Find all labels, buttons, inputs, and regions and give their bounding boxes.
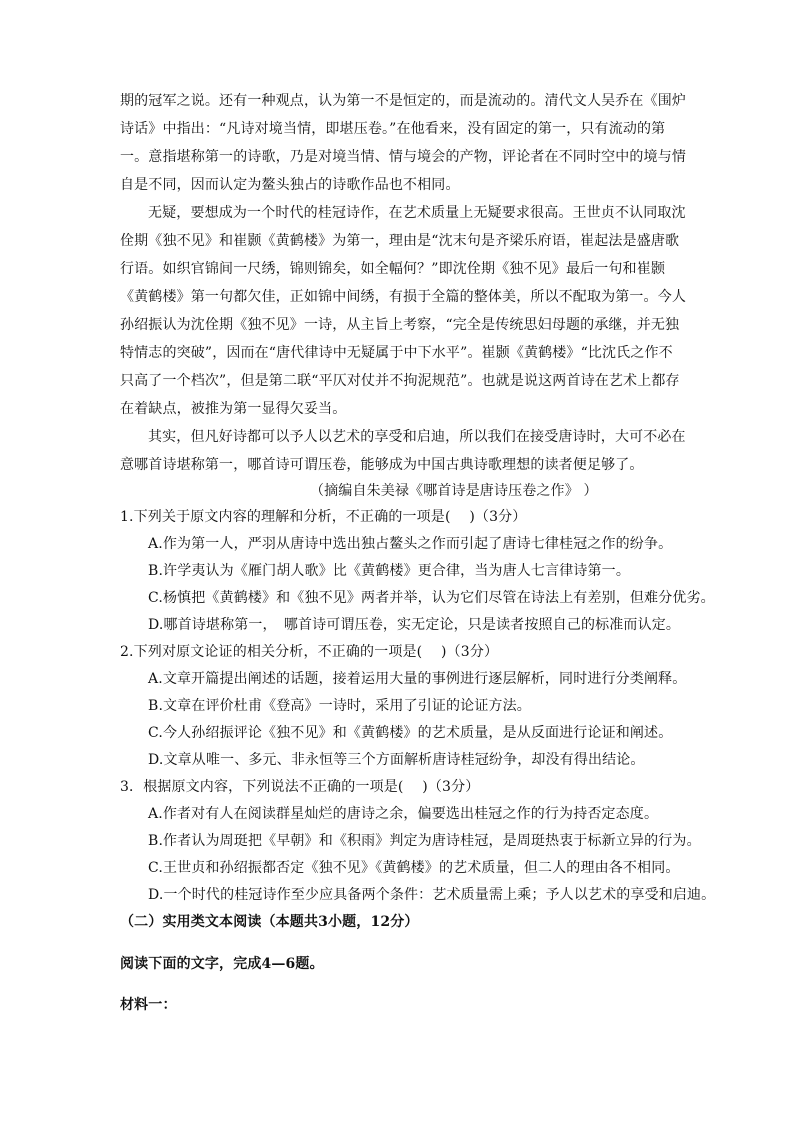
section-heading: （二）实用类文本阅读（本题共3小题，12分） — [120, 914, 419, 930]
text-line: 行语。如织官锦间一尺绣，锦则锦矣，如全幅何？”即沈佺期《独不见》最后一句和崔颢 — [120, 261, 666, 277]
option-c: C.王世贞和孙绍振都否定《独不见》《黄鹤楼》的艺术质量，但二人的理由各不相同。 — [148, 860, 680, 876]
text-line: 在着缺点，被推为第一显得欠妥当。 — [120, 401, 347, 417]
text-line: 特情志的突破”，因而在“唐代律诗中无疑属于中下水平”。崔颢《黄鹤楼》“比沈氏之作不 — [120, 345, 673, 361]
text-line: 《黄鹤楼》第一句都欠佳，正如锦中间绣，有损于全篇的整体美，所以不配取为第一。今人 — [120, 289, 686, 305]
source-citation: （摘编自朱美禄《哪首诗是唐诗压卷之作》 ） — [310, 483, 598, 499]
option-a: A.文章开篇提出阐述的话题，接着运用大量的事例进行逐层解析，同时进行分类阐释。 — [148, 671, 687, 687]
option-b: B.作者认为周珽把《早朝》和《积雨》判定为唐诗桂冠，是周珽热衷于标新立异的行为。 — [148, 833, 701, 849]
option-a: A.作为第一人，严羽从唐诗中选出独占鳌头之作而引起了唐诗七律桂冠之作的纷争。 — [148, 536, 673, 552]
option-b: B.许学夷认为《雁门胡人歌》比《黄鹤楼》更合律，当为唐人七言律诗第一。 — [148, 563, 630, 579]
text-line: 无疑，要想成为一个时代的桂冠诗作，在艺术质量上无疑要求很高。王世贞不认同取沈 — [148, 205, 686, 221]
question-1: 1.下列关于原文内容的理解和分析，不正确的一项是( )（3分） — [120, 509, 527, 525]
text-line: 自是不同，因而认定为鳌头独占的诗歌作品也不相同。 — [120, 177, 460, 193]
material-heading: 材料一： — [120, 997, 177, 1013]
text-line: 诗话》中指出：“凡诗对境当情，即堪压卷。”在他看来，没有固定的第一，只有流动的第 — [120, 121, 666, 137]
text-line: 佺期《独不见》和崔颢《黄鹤楼》为第一，理由是“沈末句是齐梁乐府语，崔起法是盛唐歌 — [120, 233, 680, 249]
option-a: A.作者对有人在阅读群星灿烂的唐诗之余，偏要选出桂冠之作的行为持否定态度。 — [148, 806, 659, 822]
text-line: 只高了一个档次”，但是第二联“平仄对仗并不拘泥规范”。也就是说这两首诗在艺术上都存 — [120, 373, 680, 389]
text-line: 其实，但凡好诗都可以予人以艺术的享受和启迪，所以我们在接受唐诗时，大可不必在 — [148, 429, 686, 445]
question-2: 2.下列对原文论证的相关分析，不正确的一项是( )（3分） — [120, 644, 499, 660]
text-line: 期的冠军之说。还有一种观点，认为第一不是恒定的，而是流动的。清代文人吴乔在《围炉 — [120, 93, 686, 109]
option-d: D.文章从唯一、多元、非永恒等三个方面解析唐诗桂冠纷争，却没有得出结论。 — [148, 752, 645, 768]
text-line: 一。意指堪称第一的诗歌，乃是对境当情、情与境会的产物，评论者在不同时空中的境与情 — [120, 149, 686, 165]
text-line: 意哪首诗堪称第一，哪首诗可谓压卷，能够成为中国古典诗歌理想的读者便足够了。 — [120, 457, 644, 473]
option-b: B.文章在评价杜甫《登高》一诗时，采用了引证的论证方法。 — [148, 698, 531, 714]
option-d: D.一个时代的桂冠诗作至少应具备两个条件：艺术质量需上乘；予人以艺术的享受和启迪。 — [148, 887, 716, 903]
option-c: C.今人孙绍振评论《独不见》和《黄鹤楼》的艺术质量，是从反面进行论证和阐述。 — [148, 725, 673, 741]
option-c: C.杨慎把《黄鹤楼》和《独不见》两者并举，认为它们尽管在诗法上有差别，但难分优劣。 — [148, 590, 715, 606]
question-3: 3．根据原文内容，下列说法不正确的一项是( )（3分） — [120, 779, 480, 795]
option-d: D.哪首诗堪称第一， 哪首诗可谓压卷，实无定论，只是读者按照自己的标准而认定。 — [148, 617, 681, 633]
text-line: 孙绍振认为沈佺期《独不见》一诗，从主旨上考察，“完全是传统思妇母题的承继，并无独 — [120, 317, 680, 333]
reading-instruction: 阅读下面的文字，完成4—6题。 — [120, 956, 324, 972]
